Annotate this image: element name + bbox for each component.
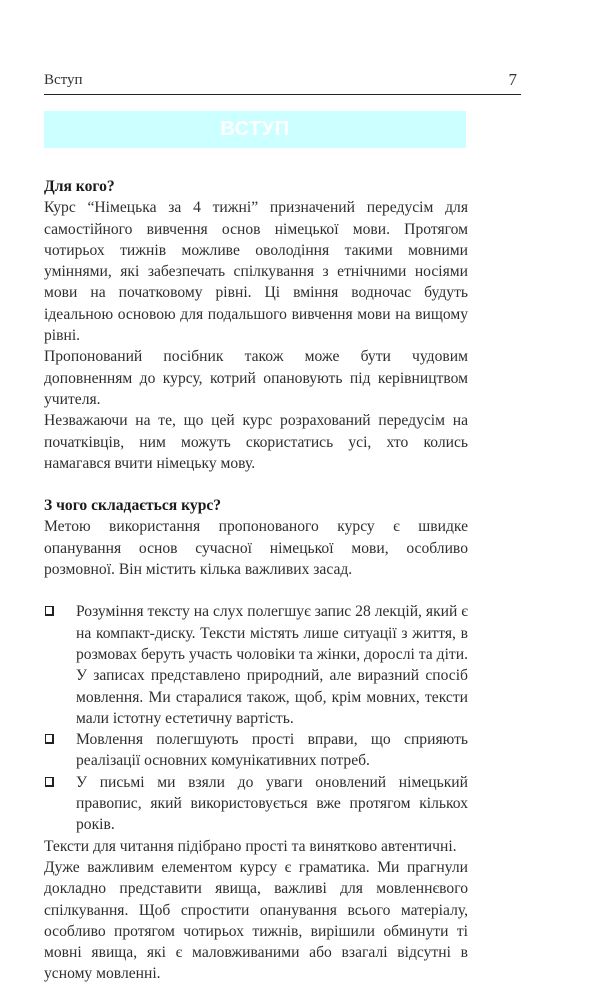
section-course-structure: [44, 495, 468, 985]
chapter-banner: [44, 111, 466, 148]
page-content: [44, 176, 468, 985]
paragraph: Курс “Німецька за 4 тижні” призначений передусім для самостійного вивчення основ німецької мови. Протягом чотирьох тижнів можливе оволодіння такими мовними уміннями, які забезпечать спілкування з етнічними носіями мови на початковому рівні. Ці вміння водночас будуть ідеальною основою для подальшого вивчення мови на вищому рівні.: [44, 199, 468, 345]
list-item-text: Розуміння тексту на слух полегшує запис 28 лекцій, який є на компакт-диску. Тексти містять лише ситуації з життя, в розмовах беруть участь чоловіки та жінки, дорослі та діти. У записах представлено природний, але виразний спосіб мовлення. Ми старалися також, щоб, крім мовних, тексти мали істотну естетичну вартість.: [76, 603, 468, 727]
list-item-text: Мовлення полегшують прості вправи, що сприяють реалізації основних комунікативних потреб.: [76, 731, 468, 770]
paragraph: Дуже важливим елементом курсу є граматика. Ми прагнули докладно представити явища, важливі для мовленнєвого спілкування. Щоб спростити опанування всього матеріалу, особливо протягом чотирьох тижнів, вирішили обминути ті мовні явища, які є маловживаними або взагалі відсутні в усному мовленні.: [44, 858, 468, 983]
spacer: [44, 474, 468, 495]
list-item-text: У письмі ми взяли до уваги оновлений німецький правопис, який використовується вже протягом кількох років.: [76, 773, 468, 834]
running-header: [44, 70, 521, 95]
list-item: [44, 729, 468, 772]
section-heading: Для кого?: [44, 178, 115, 195]
paragraph: Пропонований посібник також може бути чудовим доповненням до курсу, котрий опановують під керівництвом учителя.: [44, 348, 468, 408]
checkbox-bullet-icon: [45, 734, 54, 744]
spacer: [44, 580, 468, 601]
chapter-title: ВСТУП: [220, 118, 290, 140]
paragraph: Незважаючи на те, що цей курс розрахований передусім на початківців, ним можуть скористатись усі, хто колись намагався вчити німецьку мову.: [44, 412, 468, 472]
paragraph: Тексти для читання підібрано прості та винятково автентичні.: [44, 837, 457, 855]
list-item: [44, 601, 468, 729]
page-number: 7: [508, 70, 517, 89]
checkbox-bullet-icon: [45, 777, 54, 787]
section-for-whom: [44, 176, 468, 474]
section-heading: З чого складається курс?: [44, 497, 222, 515]
principles-list: [44, 601, 468, 835]
list-item: [44, 772, 468, 836]
paragraph: Метою використання пропонованого курсу є швидке опанування основ сучасної німецької мови, особливо розмовної. Він містить кілька важливих засад.: [44, 518, 468, 579]
checkbox-bullet-icon: [45, 606, 54, 616]
running-title: Вступ: [44, 72, 83, 88]
